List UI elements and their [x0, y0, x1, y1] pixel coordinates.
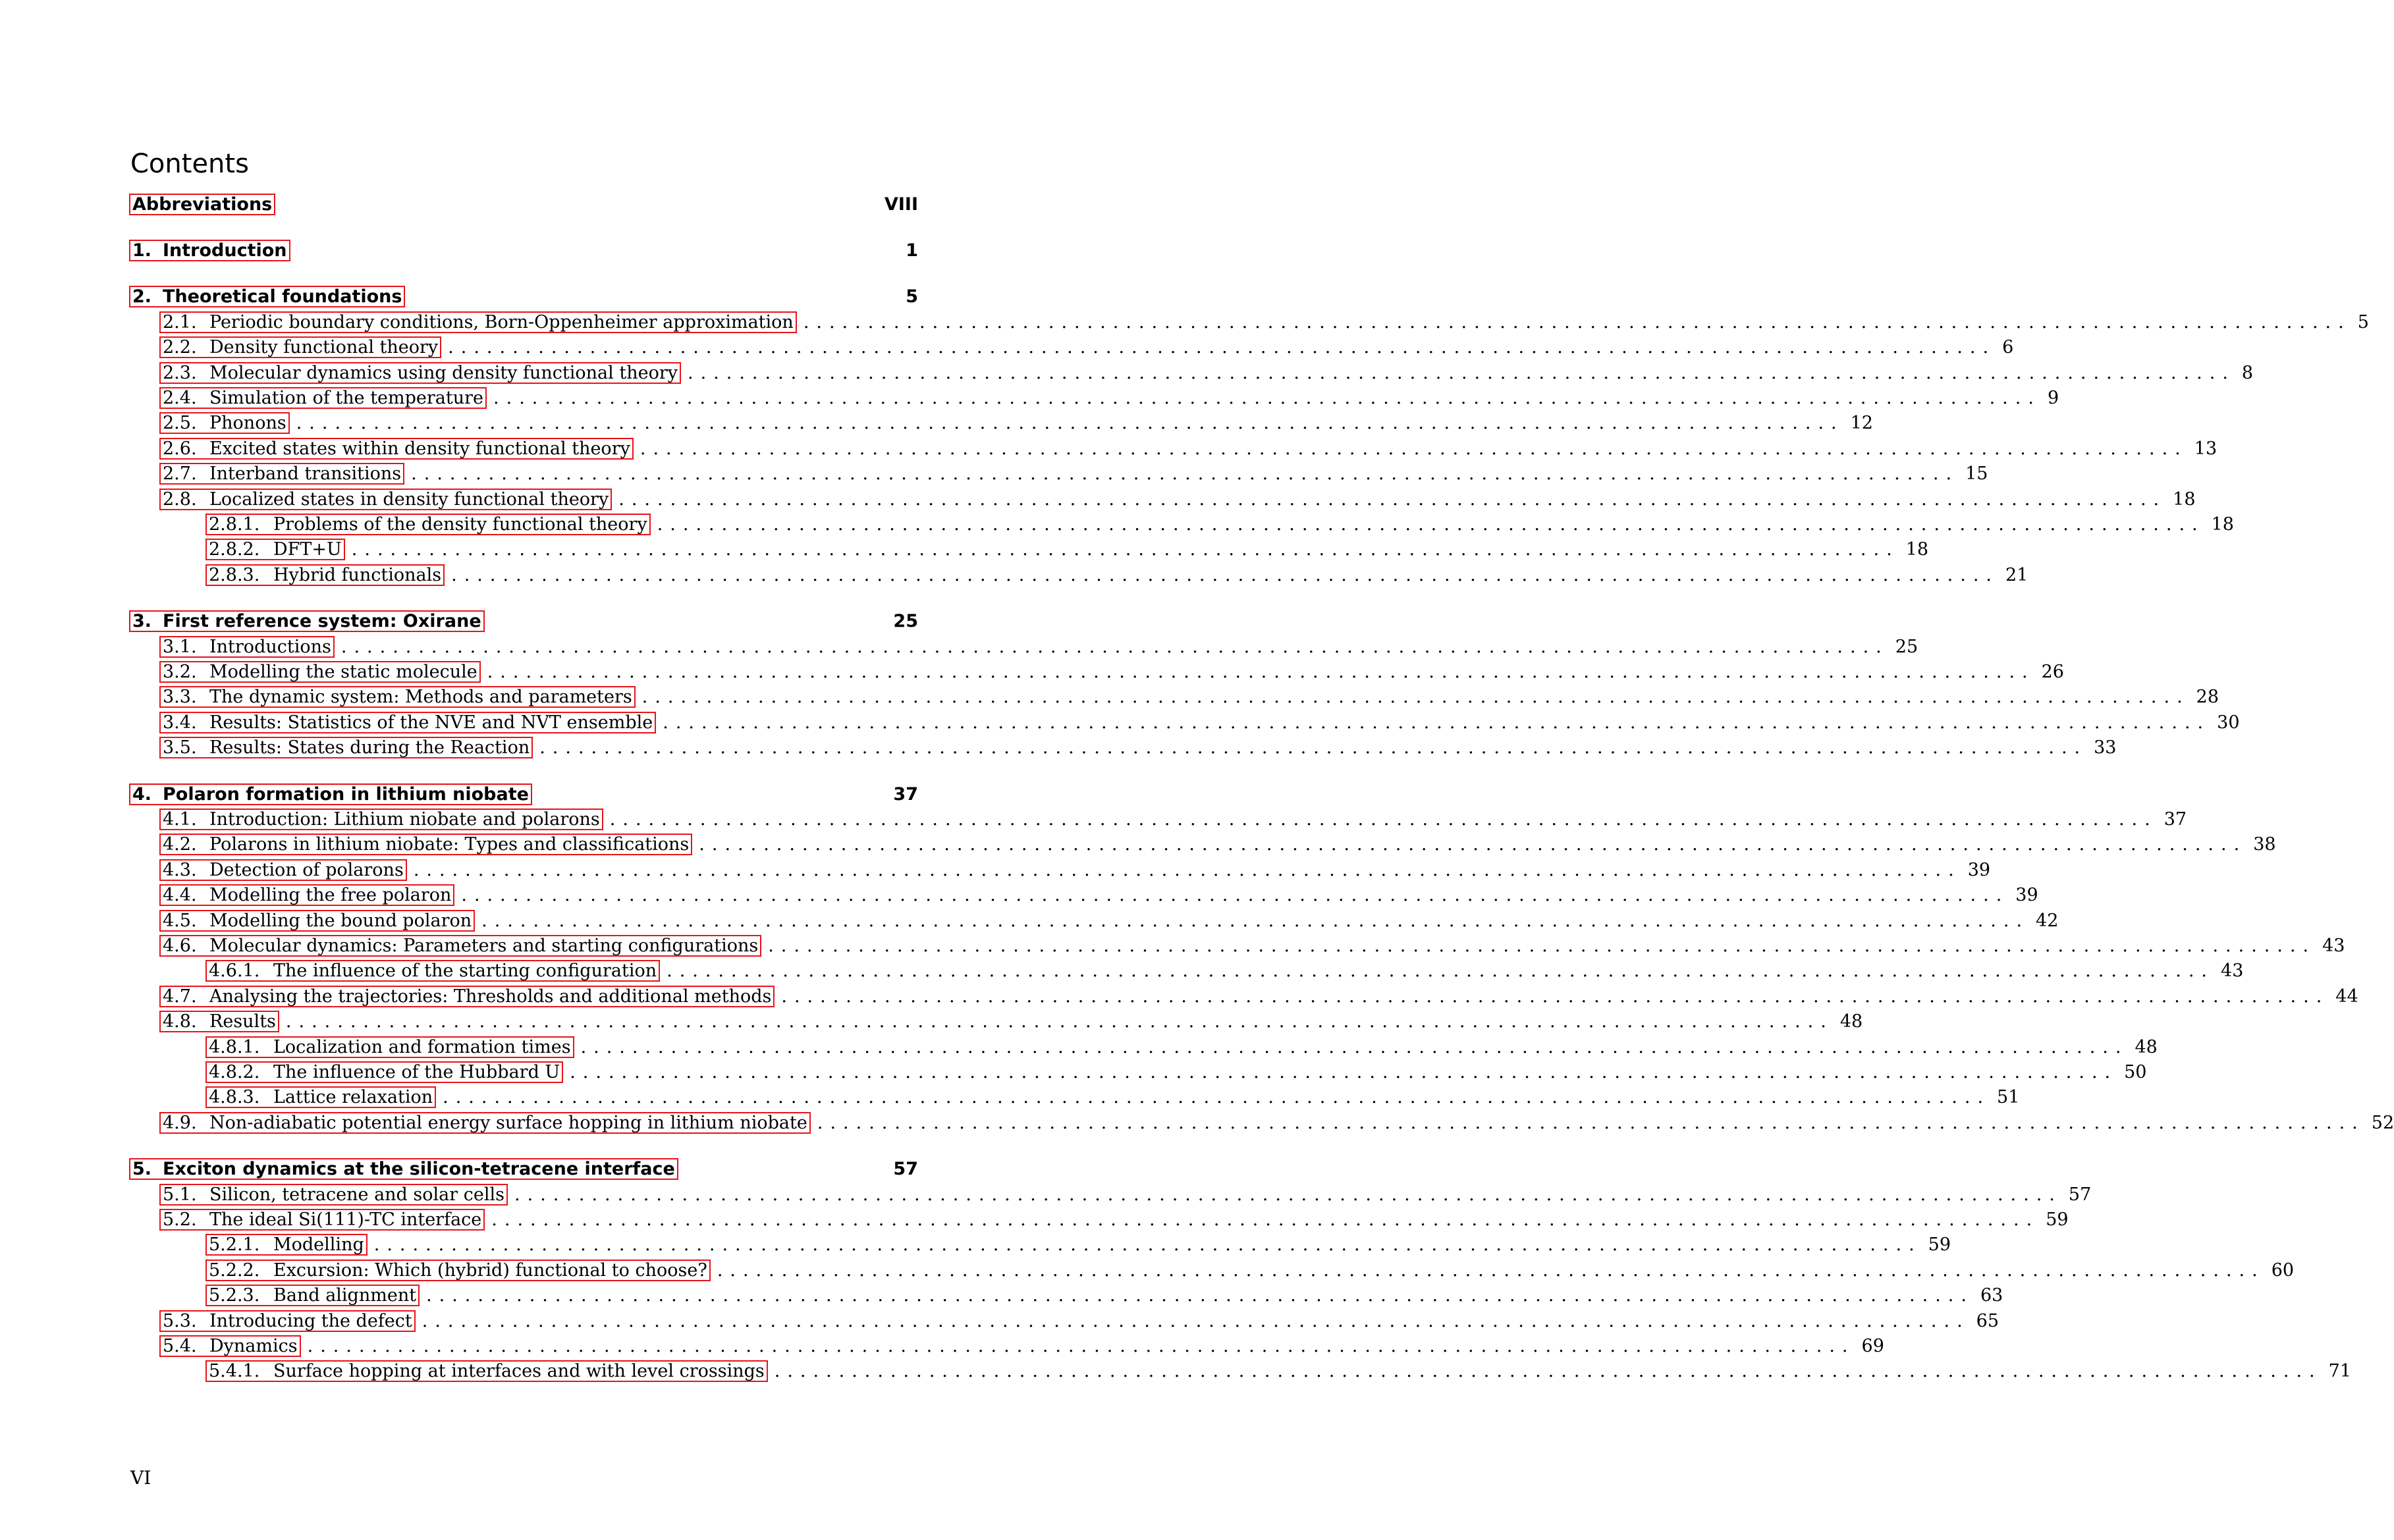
- toc-section-row: [159, 984, 2358, 1009]
- toc-entry-number: 5.4.1.: [209, 1361, 260, 1382]
- toc-entry-title: Analysing the trajectories: Thresholds and additional methods: [209, 986, 772, 1007]
- toc-section-row: [159, 1182, 2092, 1207]
- toc-entry-link[interactable]: [205, 564, 445, 586]
- toc-entry-number: 5.1.: [163, 1184, 197, 1205]
- toc-page-number: VIII: [884, 194, 918, 215]
- toc-entry-title: Modelling the static molecule: [209, 661, 477, 682]
- dot-leader: ........................................................................................................................: [443, 1087, 1991, 1108]
- dot-leader: ........................................................................................................................: [539, 737, 2088, 758]
- toc-entry-number: 3.: [132, 611, 152, 632]
- toc-section-row: [159, 908, 2059, 933]
- toc-page-number: 28: [2196, 687, 2219, 708]
- toc-section-row: [159, 1009, 1863, 1034]
- toc-section-row: [205, 1359, 2351, 1384]
- toc-page-number: 57: [893, 1159, 918, 1180]
- dot-leader: ........................................................................................................................: [768, 935, 2316, 956]
- dot-leader: ........................................................................................................................: [307, 1335, 1855, 1356]
- toc-page-number: 52: [2371, 1112, 2394, 1133]
- toc-entry-link[interactable]: [159, 387, 487, 409]
- toc-entry-number: 4.: [132, 783, 152, 805]
- toc-page-number: 48: [2135, 1036, 2158, 1057]
- toc-page-number: 5: [2357, 311, 2369, 332]
- toc-entry-link[interactable]: [205, 1260, 711, 1281]
- toc-entry-link[interactable]: [159, 809, 603, 830]
- toc-entry-link[interactable]: [205, 1061, 563, 1083]
- toc-entry-title: Introduction: [163, 240, 287, 261]
- toc-entry-title: Results: States during the Reaction: [209, 737, 530, 758]
- toc-page-number: 57: [2068, 1184, 2092, 1205]
- toc-section-row: [159, 634, 1918, 659]
- toc-section-row: [159, 933, 2345, 958]
- dot-leader: ........................................................................................................................: [491, 1209, 2040, 1230]
- toc-entry-number: 2.: [132, 286, 152, 307]
- toc-page-number: 37: [2163, 809, 2187, 830]
- toc-section-row: [205, 537, 1929, 562]
- toc-entry-link[interactable]: [159, 1310, 416, 1332]
- toc-page-number: 63: [1980, 1285, 2003, 1306]
- toc-entry-link[interactable]: [129, 240, 290, 261]
- toc-entry-link[interactable]: [159, 910, 475, 932]
- dot-leader: ........................................................................................................................: [667, 961, 2215, 982]
- toc-entry-link[interactable]: [129, 783, 532, 805]
- toc-entry-link[interactable]: [205, 1360, 768, 1382]
- toc-entry-number: 4.1.: [163, 809, 197, 830]
- toc-entry-title: Problems of the density functional theory: [273, 514, 647, 535]
- toc-section-row: [159, 659, 2064, 684]
- toc-entry-number: 2.8.2.: [209, 539, 260, 560]
- toc-entry-title: Molecular dynamics using density functional theory: [209, 362, 678, 383]
- toc-entry-number: 3.4.: [163, 712, 197, 733]
- toc-entry-title: Molecular dynamics: Parameters and starting configurations: [209, 935, 759, 956]
- toc-page-number: 25: [1895, 636, 1918, 657]
- toc-page-number: 15: [1965, 464, 1988, 485]
- toc-section-row: [159, 735, 2117, 760]
- toc-page-number: 65: [1976, 1310, 2000, 1331]
- toc-entry-link[interactable]: [205, 1036, 574, 1058]
- toc-page-number: 18: [1905, 539, 1929, 560]
- toc-section-row: [159, 487, 2196, 512]
- toc-entry-title: Localization and formation times: [273, 1036, 571, 1057]
- toc-entry-link[interactable]: [129, 1158, 678, 1180]
- toc-entry-number: 4.6.: [163, 935, 197, 956]
- toc-entry-title: Hybrid functionals: [273, 564, 442, 585]
- toc-entry-title: Introduction: Lithium niobate and polarons: [209, 809, 600, 830]
- toc-entry-number: 3.1.: [163, 636, 197, 657]
- toc-page-number: 38: [2253, 834, 2276, 855]
- toc-entry-link[interactable]: [205, 539, 345, 560]
- dot-leader: ........................................................................................................................: [699, 834, 2247, 855]
- toc-page-number: 39: [1967, 859, 1991, 880]
- toc-section-row: [205, 1059, 2147, 1084]
- toc-entry-link[interactable]: [205, 960, 660, 982]
- toc-entry-title: The dynamic system: Methods and parameters: [209, 687, 632, 708]
- toc-page-number: 6: [2002, 337, 2014, 358]
- toc-entry-number: 2.1.: [163, 311, 197, 332]
- toc-page-number: 18: [2211, 514, 2234, 535]
- dot-leader: ........................................................................................................................: [688, 362, 2235, 383]
- toc-entry-title: Excursion: Which (hybrid) functional to choose?: [273, 1260, 707, 1281]
- toc-entry-link[interactable]: [205, 514, 651, 535]
- toc-chapter-row: [129, 782, 918, 807]
- dot-leader: ........................................................................................................................: [570, 1061, 2118, 1082]
- toc-page-number: 37: [893, 783, 918, 805]
- toc-entry-link[interactable]: [159, 362, 681, 384]
- toc-section-row: [205, 959, 2244, 984]
- toc-entry-title: Exciton dynamics at the silicon-tetracene interface: [163, 1159, 675, 1180]
- dot-leader: ........................................................................................................................: [618, 489, 2167, 510]
- toc-section-row: [205, 1258, 2295, 1283]
- toc-page-number: 18: [2173, 489, 2196, 510]
- toc-entry-title: Dynamics: [209, 1335, 298, 1356]
- toc-entry-title: Introductions: [209, 636, 331, 657]
- toc-section-row: [159, 1333, 1884, 1358]
- toc-entry-number: 2.7.: [163, 464, 197, 485]
- toc-entry-number: 3.2.: [163, 661, 197, 682]
- dot-leader: ........................................................................................................................: [641, 687, 2190, 708]
- toc-entry-link[interactable]: [129, 194, 275, 215]
- page-title: Contents: [130, 149, 249, 179]
- toc-page-number: 59: [1928, 1235, 1951, 1256]
- toc-entry-number: 5.2.2.: [209, 1260, 260, 1281]
- dot-leader: ........................................................................................................................: [609, 809, 2158, 830]
- toc-entry-number: 4.6.1.: [209, 961, 260, 982]
- toc-entry-link[interactable]: [129, 286, 405, 307]
- toc-entry-number: 3.3.: [163, 687, 197, 708]
- toc-page-number: 30: [2217, 712, 2240, 733]
- toc-entry-number: 5.2.: [163, 1209, 197, 1230]
- toc-chapter-row: [129, 238, 918, 263]
- toc-section-row: [159, 411, 1873, 436]
- dot-leader: ........................................................................................................................: [413, 859, 1961, 880]
- dot-leader: ........................................................................................................................: [580, 1036, 2129, 1057]
- toc-entry-link[interactable]: [159, 859, 407, 881]
- toc-entry-number: 4.8.3.: [209, 1087, 260, 1108]
- toc-entry-title: Results: [209, 1011, 276, 1032]
- toc-page-number: 43: [2221, 961, 2244, 982]
- toc-section-row: [159, 685, 2219, 710]
- toc-entry-number: 5.4.: [163, 1335, 197, 1356]
- toc-page-number: 44: [2335, 986, 2358, 1007]
- toc-entry-title: Polarons in lithium niobate: Types and classifications: [209, 834, 690, 855]
- toc-entry-title: Theoretical foundations: [163, 286, 402, 307]
- toc-page-number: 25: [893, 611, 918, 632]
- toc-entry-number: 2.8.3.: [209, 564, 260, 585]
- toc-page-number: 59: [2046, 1209, 2069, 1230]
- toc-section-row: [159, 360, 2254, 385]
- toc-entry-number: 2.8.1.: [209, 514, 260, 535]
- toc-entry-title: Periodic boundary conditions, Born-Oppenheimer approximation: [209, 311, 794, 332]
- toc-section-row: [159, 462, 1988, 487]
- toc-entry-title: Lattice relaxation: [273, 1087, 433, 1108]
- dot-leader: ........................................................................................................................: [481, 910, 2030, 931]
- dot-leader: ........................................................................................................................: [657, 514, 2205, 535]
- toc-entry-link[interactable]: [159, 935, 761, 957]
- toc-section-row: [159, 883, 2038, 908]
- toc-entry-number: 4.9.: [163, 1112, 197, 1133]
- toc-entry-link[interactable]: [159, 1011, 279, 1032]
- toc-entry-number: 4.2.: [163, 834, 197, 855]
- toc-entry-number: 2.5.: [163, 413, 197, 434]
- dot-leader: ........................................................................................................................: [493, 387, 2041, 408]
- toc-entry-link[interactable]: [205, 1285, 420, 1306]
- toc-entry-title: Simulation of the temperature: [209, 387, 484, 408]
- toc-section-row: [159, 335, 2014, 360]
- toc-entry-title: Modelling: [273, 1235, 364, 1256]
- toc-entry-number: 1.: [132, 240, 152, 261]
- toc-entry-title: Interband transitions: [209, 464, 402, 485]
- toc-entry-number: 2.6.: [163, 438, 197, 459]
- toc-entry-link[interactable]: [205, 1086, 436, 1108]
- toc-chapter-row: [129, 1157, 918, 1182]
- toc-entry-title: Modelling the bound polaron: [209, 910, 472, 931]
- toc-section-row: [205, 1085, 2020, 1110]
- toc-section-row: [159, 1207, 2069, 1232]
- dot-leader: ........................................................................................................................: [351, 539, 1899, 560]
- toc-entry-link[interactable]: [159, 884, 454, 906]
- toc-section-row: [205, 1233, 1951, 1258]
- toc-page-number: 1: [906, 240, 918, 261]
- toc-page-number: 50: [2124, 1061, 2147, 1082]
- toc-entry-title: First reference system: Oxirane: [163, 611, 481, 632]
- dot-leader: ........................................................................................................................: [426, 1285, 1974, 1306]
- toc-entry-link[interactable]: [159, 438, 634, 460]
- toc-page-number: 26: [2041, 661, 2064, 682]
- toc-page-number: 9: [2047, 387, 2059, 408]
- dot-leader: ........................................................................................................................: [373, 1235, 1922, 1256]
- toc-entry-link[interactable]: [159, 1112, 811, 1134]
- toc-entry-number: 4.8.2.: [209, 1061, 260, 1082]
- toc-entry-link[interactable]: [159, 311, 797, 333]
- dot-leader: ........................................................................................................................: [461, 885, 2009, 906]
- toc-section-row: [159, 309, 2369, 334]
- toc-entry-number: 2.2.: [163, 337, 197, 358]
- toc-page-number: 12: [1850, 413, 1873, 434]
- toc-section-row: [205, 512, 2234, 537]
- toc-entry-title: Abbreviations: [132, 194, 273, 215]
- toc-entry-title: Phonons: [209, 413, 286, 434]
- toc-section-row: [205, 1283, 2003, 1308]
- toc-entry-link[interactable]: [159, 636, 335, 658]
- toc-entry-title: The influence of the starting configuration: [273, 961, 657, 982]
- toc-page-number: 13: [2194, 438, 2217, 459]
- toc-entry-title: Silicon, tetracene and solar cells: [209, 1184, 504, 1205]
- toc-entry-link[interactable]: [205, 1234, 367, 1256]
- dot-leader: ........................................................................................................................: [817, 1112, 2365, 1133]
- toc-entry-link[interactable]: [159, 986, 775, 1007]
- toc-entry-link[interactable]: [159, 463, 404, 485]
- toc-section-row: [159, 807, 2187, 832]
- dot-leader: ........................................................................................................................: [448, 337, 1996, 358]
- dot-leader: ........................................................................................................................: [411, 464, 1959, 485]
- toc-entry-number: 3.5.: [163, 737, 197, 758]
- toc-entry-link[interactable]: [159, 737, 533, 758]
- toc-section-row: [205, 1034, 2158, 1059]
- toc-entry-number: 2.8.: [163, 489, 197, 510]
- toc-page-number: 39: [2015, 885, 2038, 906]
- toc-entry-link[interactable]: [159, 1209, 485, 1231]
- toc-entry-title: DFT+U: [273, 539, 342, 560]
- toc-entry-link[interactable]: [159, 712, 656, 733]
- toc-section-row: [159, 1308, 2000, 1333]
- toc-page-number: 48: [1839, 1011, 1863, 1032]
- dot-leader: ........................................................................................................................: [487, 661, 2035, 682]
- toc-section-row: [159, 710, 2240, 735]
- toc-page-number: 33: [2094, 737, 2117, 758]
- toc-entry-number: 4.8.: [163, 1011, 197, 1032]
- toc-entry-link[interactable]: [159, 834, 692, 855]
- toc-page-number: 43: [2322, 935, 2345, 956]
- toc-entry-number: 2.4.: [163, 387, 197, 408]
- toc-entry-link[interactable]: [159, 336, 441, 358]
- toc-entry-number: 5.2.3.: [209, 1285, 260, 1306]
- dot-leader: ........................................................................................................................: [717, 1260, 2265, 1281]
- dot-leader: ........................................................................................................................: [774, 1361, 2322, 1382]
- toc-entry-link[interactable]: [159, 489, 612, 510]
- toc-chapter-row: [129, 192, 918, 217]
- toc-section-row: [159, 857, 1991, 882]
- toc-entry-title: The ideal Si(111)-TC interface: [209, 1209, 482, 1230]
- toc-page-number: 51: [1997, 1087, 2020, 1108]
- toc-entry-title: Density functional theory: [209, 337, 439, 358]
- toc-entry-title: Polaron formation in lithium niobate: [163, 783, 529, 805]
- toc-entry-number: 4.4.: [163, 885, 197, 906]
- toc-chapter-row: [129, 284, 918, 309]
- toc-page-number: 69: [1861, 1335, 1884, 1356]
- toc-entry-link[interactable]: [159, 412, 290, 434]
- toc-entry-title: Results: Statistics of the NVE and NVT ensemble: [209, 712, 653, 733]
- toc-section-row: [159, 385, 2059, 410]
- toc-section-row: [159, 1110, 2394, 1135]
- toc-entry-title: Band alignment: [273, 1285, 417, 1306]
- toc-entry-link[interactable]: [159, 686, 636, 708]
- toc-section-row: [205, 562, 2028, 587]
- toc-page-number: 21: [2005, 564, 2028, 585]
- page-number: VI: [130, 1467, 151, 1489]
- toc-entry-number: 2.3.: [163, 362, 197, 383]
- toc-entry-link[interactable]: [159, 1335, 301, 1357]
- toc-entry-title: The influence of the Hubbard U: [273, 1061, 560, 1082]
- toc-entry-link[interactable]: [159, 661, 481, 683]
- dot-leader: ........................................................................................................................: [639, 438, 2188, 459]
- toc-entry-link[interactable]: [129, 610, 485, 632]
- toc-page-number: 8: [2241, 362, 2254, 383]
- dot-leader: ........................................................................................................................: [803, 311, 2351, 332]
- toc-entry-title: Introducing the defect: [209, 1310, 412, 1331]
- toc-chapter-row: [129, 609, 918, 634]
- dot-leader: ........................................................................................................................: [451, 564, 2000, 585]
- dot-leader: ........................................................................................................................: [663, 712, 2211, 733]
- dot-leader: ........................................................................................................................: [422, 1310, 1970, 1331]
- toc-entry-number: 4.8.1.: [209, 1036, 260, 1057]
- toc-entry-title: Detection of polarons: [209, 859, 404, 880]
- toc-entry-number: 5.3.: [163, 1310, 197, 1331]
- dot-leader: ........................................................................................................................: [285, 1011, 1834, 1032]
- toc-entry-number: 4.7.: [163, 986, 197, 1007]
- toc-entry-link[interactable]: [159, 1184, 508, 1206]
- toc-entry-number: 4.5.: [163, 910, 197, 931]
- dot-leader: ........................................................................................................................: [514, 1184, 2062, 1205]
- toc-page-number: 5: [906, 286, 918, 307]
- toc-entry-title: Surface hopping at interfaces and with level crossings: [273, 1361, 765, 1382]
- toc-page-number: 42: [2036, 910, 2059, 931]
- dot-leader: ........................................................................................................................: [296, 413, 1844, 434]
- dot-leader: ........................................................................................................................: [340, 636, 1889, 657]
- toc-entry-number: 4.3.: [163, 859, 197, 880]
- toc-entry-number: 5.2.1.: [209, 1235, 260, 1256]
- toc-section-row: [159, 832, 2276, 857]
- toc-entry-title: Localized states in density functional theory: [209, 489, 609, 510]
- toc-page-number: 71: [2328, 1361, 2351, 1382]
- toc-entry-number: 5.: [132, 1159, 152, 1180]
- toc-entry-title: Non-adiabatic potential energy surface hopping in lithium niobate: [209, 1112, 807, 1133]
- dot-leader: ........................................................................................................................: [781, 986, 2329, 1007]
- toc-page-number: 60: [2271, 1260, 2295, 1281]
- toc-entry-title: Excited states within density functional theory: [209, 438, 630, 459]
- toc-section-row: [159, 436, 2217, 461]
- toc-entry-title: Modelling the free polaron: [209, 885, 452, 906]
